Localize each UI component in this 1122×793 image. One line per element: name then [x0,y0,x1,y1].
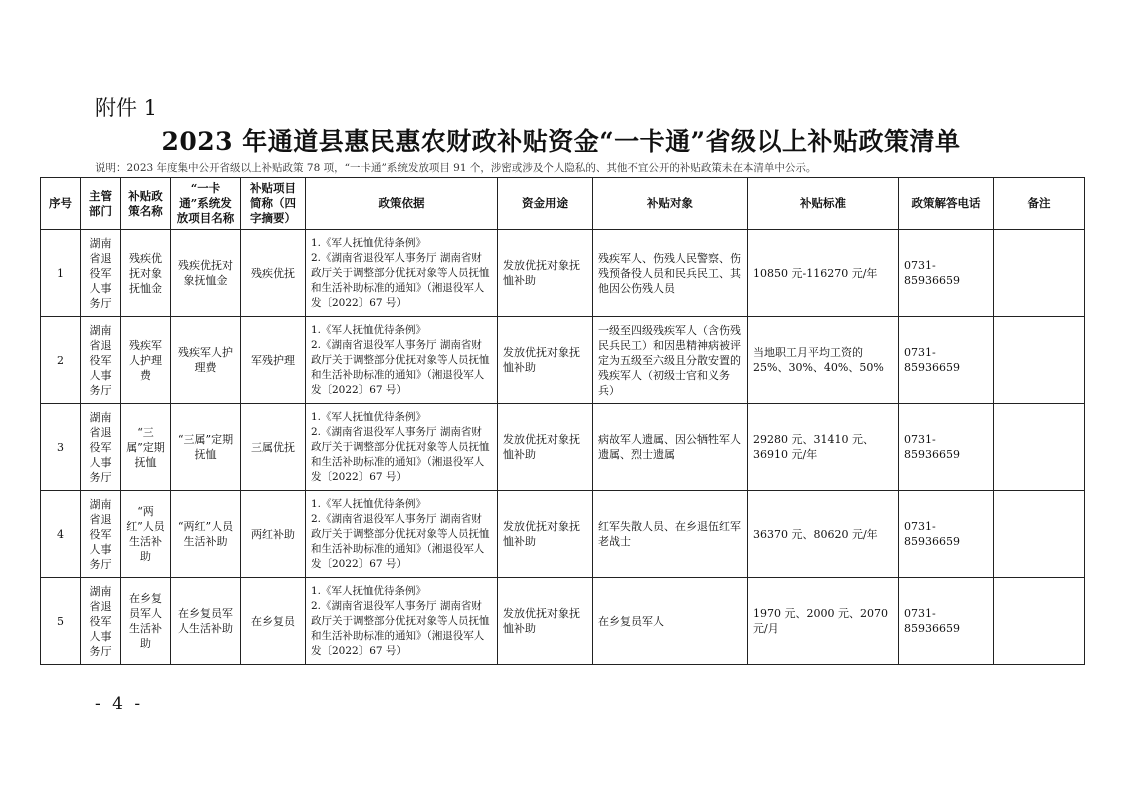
header-project-name: “一卡通”系统发放项目名称 [171,178,241,230]
row-phone: 0731-85936659 [899,230,994,317]
row-project-name: 在乡复员军人生活补助 [171,578,241,665]
row-dept: 湖南省退役军人事务厅 [81,317,121,404]
row-dept: 湖南省退役军人事务厅 [81,230,121,317]
row-target: 红军失散人员、在乡退伍红军老战士 [593,491,748,578]
row-basis: 1.《军人抚恤优待条例》 2.《湖南省退役军人事务厅 湖南省财政厅关于调整部分优抚对象等人员抚恤和生活补助标准的通知》（湘退役军人发〔2022〕67 号） [306,578,498,665]
row-basis: 1.《军人抚恤优待条例》 2.《湖南省退役军人事务厅 湖南省财政厅关于调整部分优抚对象等人员抚恤和生活补助标准的通知》（湘退役军人发〔2022〕67 号） [306,404,498,491]
row-seq: 5 [41,578,81,665]
row-project-name: 残疾优抚对象抚恤金 [171,230,241,317]
attachment-label: 附件 1 [95,96,158,120]
row-basis: 1.《军人抚恤优待条例》 2.《湖南省退役军人事务厅 湖南省财政厅关于调整部分优抚对象等人员抚恤和生活补助标准的通知》（湘退役军人发〔2022〕67 号） [306,491,498,578]
row-phone: 0731-85936659 [899,317,994,404]
row-usage: 发放优抚对象抚恤补助 [498,578,593,665]
row-basis: 1.《军人抚恤优待条例》 2.《湖南省退役军人事务厅 湖南省财政厅关于调整部分优抚对象等人员抚恤和生活补助标准的通知》（湘退役军人发〔2022〕67 号） [306,230,498,317]
row-seq: 1 [41,230,81,317]
row-short-name: 在乡复员 [241,578,306,665]
row-short-name: 军残护理 [241,317,306,404]
header-usage: 资金用途 [498,178,593,230]
row-usage: 发放优抚对象抚恤补助 [498,230,593,317]
row-remark [994,578,1085,665]
header-dept: 主管部门 [81,178,121,230]
row-short-name: 两红补助 [241,491,306,578]
row-usage: 发放优抚对象抚恤补助 [498,404,593,491]
row-standard: 当地职工月平均工资的 25%、30%、40%、50% [748,317,899,404]
table-row [41,317,1085,404]
row-standard: 10850 元-116270 元/年 [748,230,899,317]
row-dept: 湖南省退役军人事务厅 [81,578,121,665]
row-dept: 湖南省退役军人事务厅 [81,404,121,491]
table-header-row [41,178,1085,230]
row-phone: 0731-85936659 [899,491,994,578]
subsidy-policy-table [40,177,1085,665]
header-standard: 补贴标准 [748,178,899,230]
header-remark: 备注 [994,178,1085,230]
row-standard: 36370 元、80620 元/年 [748,491,899,578]
row-policy-name: “三属”定期抚恤 [121,404,171,491]
row-project-name: 残疾军人护理费 [171,317,241,404]
table-row [41,578,1085,665]
row-target: 一级至四级残疾军人（含伤残民兵民工）和因患精神病被评定为五级至六级且分散安置的残疾军人（初级士官和义务兵） [593,317,748,404]
row-remark [994,317,1085,404]
row-policy-name: 残疾军人护理费 [121,317,171,404]
table-row [41,404,1085,491]
header-seq: 序号 [41,178,81,230]
row-standard: 29280 元、31410 元、36910 元/年 [748,404,899,491]
table-row [41,230,1085,317]
header-target: 补贴对象 [593,178,748,230]
header-policy-name: 补贴政策名称 [121,178,171,230]
row-short-name: 残疾优抚 [241,230,306,317]
row-phone: 0731-85936659 [899,578,994,665]
page-number: - 4 - [95,694,144,714]
row-project-name: “三属”定期抚恤 [171,404,241,491]
row-standard: 1970 元、2000 元、2070 元/月 [748,578,899,665]
row-remark [994,404,1085,491]
row-usage: 发放优抚对象抚恤补助 [498,317,593,404]
header-basis: 政策依据 [306,178,498,230]
explanatory-note: 说明：2023 年度集中公开省级以上补贴政策 78 项，“一卡通”系统发放项目 91 个，涉密或涉及个人隐私的、其他不宜公开的补贴政策未在本清单中公示。 [95,162,817,174]
row-seq: 2 [41,317,81,404]
row-target: 在乡复员军人 [593,578,748,665]
header-short-name: 补贴项目简称（四字摘要） [241,178,306,230]
row-policy-name: 残疾优抚对象抚恤金 [121,230,171,317]
document-title: 2023 年通道县惠民惠农财政补贴资金“一卡通”省级以上补贴政策清单 [161,127,961,156]
row-seq: 4 [41,491,81,578]
row-remark [994,491,1085,578]
row-project-name: “两红”人员生活补助 [171,491,241,578]
row-usage: 发放优抚对象抚恤补助 [498,491,593,578]
row-policy-name: 在乡复员军人生活补助 [121,578,171,665]
row-phone: 0731-85936659 [899,404,994,491]
row-remark [994,230,1085,317]
row-target: 残疾军人、伤残人民警察、伤残预备役人员和民兵民工、其他因公伤残人员 [593,230,748,317]
row-seq: 3 [41,404,81,491]
table-row [41,491,1085,578]
row-target: 病故军人遗属、因公牺牲军人遗属、烈士遗属 [593,404,748,491]
row-basis: 1.《军人抚恤优待条例》 2.《湖南省退役军人事务厅 湖南省财政厅关于调整部分优抚对象等人员抚恤和生活补助标准的通知》（湘退役军人发〔2022〕67 号） [306,317,498,404]
row-short-name: 三属优抚 [241,404,306,491]
header-phone: 政策解答电话 [899,178,994,230]
row-dept: 湖南省退役军人事务厅 [81,491,121,578]
row-policy-name: “两红”人员生活补助 [121,491,171,578]
